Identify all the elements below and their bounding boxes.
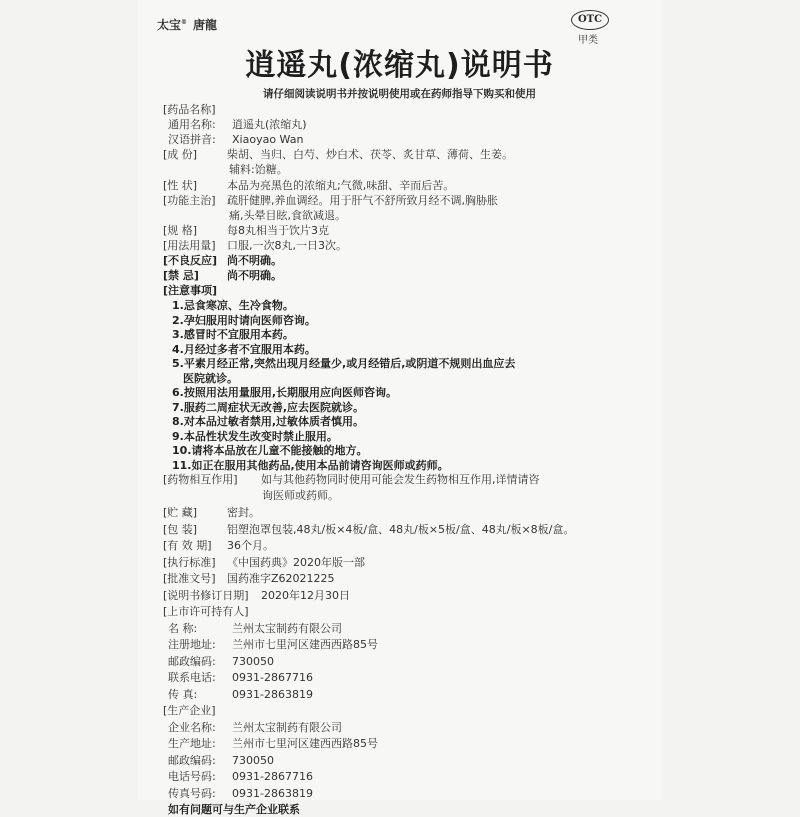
name-heading: [药品名称]	[163, 103, 216, 116]
storage-label: [贮 藏]	[163, 506, 198, 519]
maker-tel-label: 电话号码:	[168, 770, 216, 783]
notes-heading: [注意事项]	[163, 284, 218, 298]
ingredients-label: [成 份]	[163, 148, 198, 162]
excipients-value: 辅料:饴糖。	[229, 163, 288, 177]
package-value: 铝塑泡罩包装,48丸/板×4板/盒、48丸/板×5板/盒、48丸/板×8板/盒。	[227, 522, 575, 536]
holder-tel-label: 联系电话:	[168, 671, 216, 684]
holder-address-row	[168, 636, 378, 652]
contra-label: [禁 忌]	[163, 269, 199, 283]
holder-fax-row	[168, 686, 313, 702]
generic-name-label: 通用名称:	[168, 118, 216, 132]
interaction-row	[163, 471, 540, 487]
registered-mark: ®	[181, 19, 188, 26]
note-item: 3.感冒时不宜服用本药。	[172, 328, 294, 341]
note-item: 1.忌食寒凉、生冷食物。	[172, 299, 294, 312]
brand-right: 唐龍	[193, 18, 218, 32]
package-row	[163, 521, 574, 537]
properties-label: [性 状]	[163, 178, 198, 192]
maker-address-value: 兰州市七里河区建西西路85号	[232, 737, 378, 750]
approval-label: [批准文号]	[163, 572, 216, 585]
maker-zip-row	[168, 752, 274, 768]
document-title: 逍遥丸(浓缩丸)说明书	[245, 48, 554, 83]
function-row	[163, 192, 498, 208]
note-item: 7.服药二周症状无改善,应去医院就诊。	[172, 400, 365, 414]
maker-name-row	[168, 719, 342, 735]
maker-footer: 如有问题可与生产企业联系	[168, 803, 300, 816]
note-item-continued: 医院就诊。	[183, 371, 238, 385]
spec-value: 每8丸相当于饮片3克	[227, 223, 329, 237]
holder-name-value: 兰州太宝制药有限公司	[232, 621, 342, 635]
interaction-value-line2: 询医师或药师。	[262, 489, 339, 502]
generic-name-value: 逍遥丸(浓缩丸)	[232, 118, 307, 132]
usage-row	[163, 237, 347, 253]
holder-heading: [上市许可持有人]	[163, 605, 249, 618]
note-item: 10.请将本品放在儿童不能接触的地方。	[172, 444, 368, 457]
brand-logo	[157, 16, 217, 33]
note-item: 11.如正在服用其他药品,使用本品前请咨询医师或药师。	[172, 458, 449, 472]
otc-class-label: 甲类	[578, 35, 598, 46]
note-item: 8.对本品过敏者禁用,过敏体质者慎用。	[172, 415, 365, 428]
holder-name-label: 名 称:	[168, 621, 198, 635]
note-item: 6.按照用法用量服用,长期服用应向医师咨询。	[172, 386, 398, 399]
holder-zip-value: 730050	[232, 654, 274, 668]
pinyin-label: 汉语拼音:	[168, 133, 216, 147]
note-item: 4.月经过多者不宜服用本药。	[172, 342, 316, 356]
note-item: 2.孕妇服用时请向医师咨询。	[172, 313, 316, 327]
holder-name-row	[168, 620, 342, 636]
spec-label: [规 格]	[163, 223, 198, 237]
standard-value: 《中国药典》2020年版一部	[227, 555, 365, 569]
holder-fax-label: 传 真:	[168, 687, 198, 701]
note-item: 9.本品性状发生改变时禁止服用。	[172, 429, 338, 443]
properties-value: 本品为亮黑色的浓缩丸;气微,味甜、辛而后苦。	[227, 178, 455, 192]
ingredients-row	[163, 146, 513, 162]
otc-badge: OTC	[571, 10, 609, 30]
maker-fax-row	[168, 785, 313, 801]
interaction-label: [药物相互作用]	[163, 473, 238, 486]
pinyin-row	[168, 131, 303, 147]
storage-value: 密封。	[227, 506, 260, 519]
revised-value: 2020年12月30日	[261, 588, 350, 602]
adverse-row	[163, 252, 282, 268]
adverse-value: 尚不明确。	[227, 254, 282, 267]
maker-fax-label: 传真号码:	[168, 786, 216, 800]
function-value-line1: 疏肝健脾,养血调经。用于肝气不舒所致月经不调,胸胁胀	[227, 193, 498, 207]
validity-value: 36个月。	[227, 539, 274, 552]
standard-row	[163, 554, 365, 570]
maker-address-label: 生产地址:	[168, 737, 216, 750]
maker-tel-value: 0931-2867716	[232, 770, 313, 783]
usage-value: 口服,一次8丸,一日3次。	[227, 238, 347, 252]
standard-label: [执行标准]	[163, 555, 216, 569]
holder-zip-label: 邮政编码:	[168, 654, 216, 668]
validity-row	[163, 537, 274, 553]
holder-fax-value: 0931-2863819	[232, 687, 313, 701]
contra-value: 尚不明确。	[227, 269, 282, 283]
maker-fax-value: 0931-2863819	[232, 786, 313, 800]
holder-address-value: 兰州市七里河区建西西路85号	[232, 638, 378, 651]
maker-name-label: 企业名称:	[168, 720, 216, 734]
package-label: [包 装]	[163, 522, 198, 536]
maker-zip-value: 730050	[232, 753, 274, 767]
maker-zip-label: 邮政编码:	[168, 753, 216, 767]
approval-row	[163, 570, 335, 586]
holder-tel-row	[168, 669, 313, 685]
revised-row	[163, 587, 350, 603]
brand-left: 太宝	[157, 18, 182, 32]
validity-label: [有 效 期]	[163, 539, 212, 552]
approval-value: 国药准字Z62021225	[227, 572, 335, 585]
usage-label: [用法用量]	[163, 238, 216, 252]
pinyin-value: Xiaoyao Wan	[232, 133, 304, 147]
spec-row	[163, 222, 329, 238]
maker-name-value: 兰州太宝制药有限公司	[232, 720, 342, 734]
maker-heading: [生产企业]	[163, 704, 216, 717]
function-value-line2: 痛,头晕目眩,食欲减退。	[229, 208, 346, 222]
revised-label: [说明书修订日期]	[163, 588, 249, 602]
maker-address-row	[168, 735, 378, 751]
adverse-label: [不良反应]	[163, 254, 218, 267]
function-label: [功能主治]	[163, 193, 216, 207]
holder-tel-value: 0931-2867716	[232, 671, 313, 684]
contra-row	[163, 267, 282, 283]
document-subtitle: 请仔细阅读说明书并按说明使用或在药师指导下购买和使用	[263, 88, 536, 100]
storage-row	[163, 504, 260, 520]
note-item: 5.平素月经正常,突然出现月经量少,或月经错后,或阴道不规则出血应去	[172, 357, 516, 370]
generic-name-row	[168, 116, 307, 132]
holder-address-label: 注册地址:	[168, 638, 216, 651]
interaction-value-line1: 如与其他药物同时使用可能会发生药物相互作用,详情请咨	[261, 473, 540, 486]
holder-zip-row	[168, 653, 274, 669]
maker-tel-row	[168, 768, 313, 784]
properties-row	[163, 177, 454, 193]
ingredients-value: 柴胡、当归、白芍、炒白术、茯苓、炙甘草、薄荷、生姜。	[227, 148, 513, 162]
